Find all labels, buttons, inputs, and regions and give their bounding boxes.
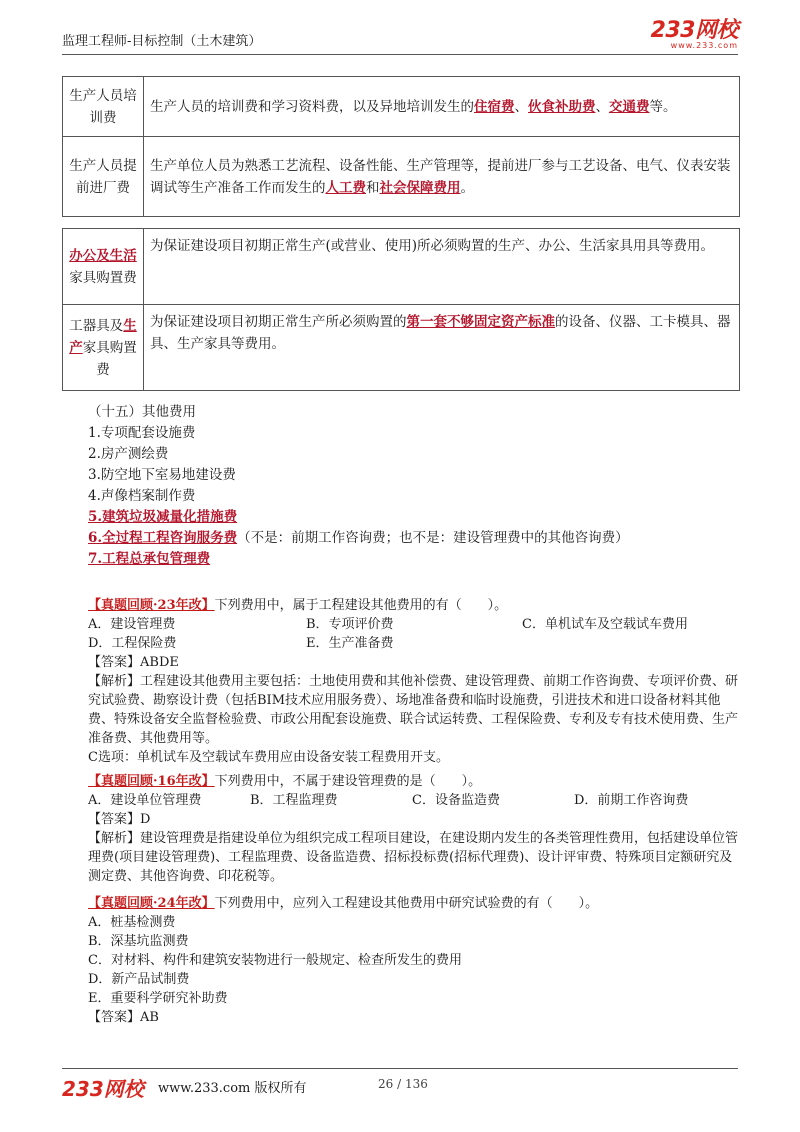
answer: 【答案】ABDE — [88, 655, 179, 670]
question-block-2 — [88, 772, 740, 886]
brand-logo — [651, 20, 738, 50]
highlight-term: 生产 — [69, 317, 137, 356]
list-item: 5.建筑垃圾减量化措施费 — [88, 509, 238, 525]
fee-desc-cell: 为保证建设项目初期正常生产(或营业、使用)所必须购置的生产、办公、生活家具用具等费用。 — [144, 229, 740, 305]
analysis: 【解析】建设管理费是指建设单位为组织完成工程项目建设，在建设期内发生的各类管理性费用，包括建设单位管理费(项目建设管理费)、工程监理费、设备监造费、招标投标费(招标代理费)、设计评审费、特殊项目定额研究及测定费、其他咨询费、印花税等。 — [88, 831, 739, 884]
fee-name-cell: 生产人员培训费 — [63, 77, 144, 137]
fee-desc-cell: 生产单位人员为熟悉工艺流程、设备性能、生产管理等，提前进厂参与工艺设备、电气、仪表安装调试等生产准备工作而发生的人工费和社会保障费用。 — [144, 137, 740, 217]
list-item: 6.全过程工程咨询服务费（不是：前期工作咨询费；也不是：建设管理费中的其他咨询费） — [88, 530, 629, 546]
table-row — [63, 305, 740, 391]
option-b: B．工程监理费 — [250, 793, 338, 808]
option-row — [88, 634, 740, 653]
list-item: 7.工程总承包管理费 — [88, 551, 211, 567]
highlight-term: 交通费 — [609, 98, 650, 115]
footer-logo: 233网校 — [62, 1077, 144, 1101]
other-fees-list — [88, 402, 629, 570]
highlight-term: 住宿费 — [474, 98, 515, 115]
question-stem: 下列费用中，应列入工程建设其他费用中研究试验费的有（ ）。 — [214, 896, 599, 911]
copyright: www.233.com 版权所有 — [158, 1081, 307, 1096]
option-c: C．单机试车及空载试车费用 — [522, 617, 688, 632]
table-row — [63, 229, 740, 305]
analysis: 【解析】工程建设其他费用主要包括：土地使用费和其他补偿费、建设管理费、前期工作咨询费、专项评价费、研究试验费、勘察设计费（包括BIM技术应用服务费）、场地准备费和临时设施费，引进技术和进口设备材料其他费、特殊设备安全监督检验费、市政公用配套设施费、联合试运转费、工程保险费、专利及专有技术使用费、生产准备费、其他费用等。 — [88, 674, 739, 746]
question-block-3 — [88, 894, 740, 1027]
list-item: 3.防空地下室易地建设费 — [88, 467, 236, 483]
option-a: A．建设单位管理费 — [88, 793, 202, 808]
fee-table-1 — [62, 76, 740, 217]
answer: 【答案】D — [88, 812, 151, 827]
option-d: D．新产品试制费 — [88, 972, 190, 987]
question-stem: 下列费用中，不属于建设管理费的是（ ）。 — [214, 774, 482, 789]
option-c: C．设备监造费 — [412, 793, 500, 808]
option-row — [88, 615, 740, 634]
logo-url: www.233.com — [670, 41, 738, 50]
option-c: C．对材料、构件和建筑安装物进行一般规定、检查所发生的费用 — [88, 953, 462, 968]
question-stem: 下列费用中，属于工程建设其他费用的有（ ）。 — [214, 598, 508, 613]
list-item: 1.专项配套设施费 — [88, 425, 196, 441]
fee-desc-cell: 为保证建设项目初期正常生产所必须购置的第一套不够固定资产标准的设备、仪器、工卡模具、器具、生产家具等费用。 — [144, 305, 740, 391]
document-title: 监理工程师-目标控制（土木建筑） — [62, 34, 262, 49]
question-tag: 【真题回顾·24年改】 — [88, 896, 215, 911]
fee-name-cell: 工器具及生产家具购置费 — [63, 305, 144, 391]
table-row — [63, 137, 740, 217]
question-block-1 — [88, 596, 740, 767]
answer: 【答案】AB — [88, 1010, 159, 1025]
option-d: D．前期工作咨询费 — [574, 793, 689, 808]
list-item: 4.声像档案制作费 — [88, 488, 196, 504]
option-e: E．重要科学研究补助费 — [88, 991, 228, 1006]
page-number: 26 / 136 — [378, 1077, 428, 1091]
highlight-term: 第一套不够固定资产标准 — [406, 314, 555, 330]
question-tag: 【真题回顾·23年改】 — [88, 598, 215, 613]
highlight-term: 办公及生活 — [69, 247, 137, 264]
option-b: B．专项评价费 — [306, 617, 394, 632]
option-note: C选项：单机试车及空载试车费用应由设备安装工程费用开支。 — [88, 750, 449, 765]
fee-desc-cell: 生产人员的培训费和学习资料费，以及异地培训发生的住宿费、伙食补助费、交通费等。 — [144, 77, 740, 137]
option-a: A．桩基检测费 — [88, 915, 176, 930]
option-row — [88, 791, 740, 810]
highlight-term: 人工费 — [325, 179, 366, 196]
highlight-term: 伙食补助费 — [528, 98, 596, 115]
fee-table-2 — [62, 228, 740, 391]
option-d: D．工程保险费 — [88, 636, 177, 651]
question-tag: 【真题回顾·16年改】 — [88, 774, 215, 789]
option-e: E．生产准备费 — [306, 636, 394, 651]
section-heading: （十五）其他费用 — [88, 404, 196, 420]
table-row — [63, 77, 740, 137]
highlight-term: 社会保障费用 — [379, 179, 461, 196]
fee-name-cell: 生产人员提前进厂费 — [63, 137, 144, 217]
fee-name-cell: 办公及生活家具购置费 — [63, 229, 144, 305]
option-a: A．建设管理费 — [88, 617, 176, 632]
logo-text: 233网校 — [650, 18, 738, 43]
list-item: 2.房产测绘费 — [88, 446, 169, 462]
page-footer — [62, 1068, 738, 1099]
option-b: B．深基坑监测费 — [88, 934, 189, 949]
page-header — [62, 18, 738, 55]
